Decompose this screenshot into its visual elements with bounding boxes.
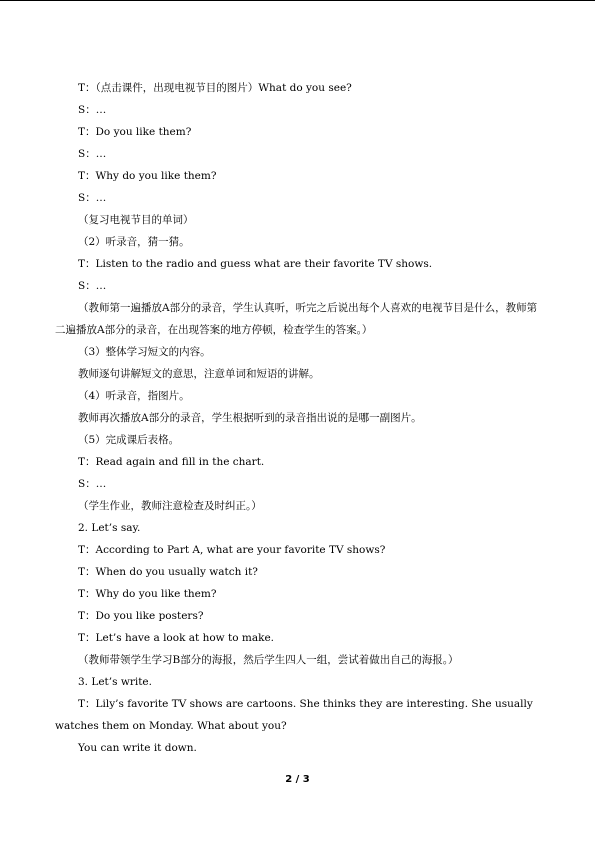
paragraph-line: （复习电视节目的单词） bbox=[78, 214, 194, 226]
paragraph-line: T：According to Part A, what are your favorite TV shows? bbox=[78, 544, 386, 556]
paragraph-line: （4）听录音，指图片。 bbox=[78, 390, 190, 402]
paragraph-line: S：… bbox=[78, 148, 107, 160]
paragraph-line: （5）完成课后表格。 bbox=[78, 434, 180, 446]
paragraph-line: S：… bbox=[78, 192, 107, 204]
paragraph-line: （2）听录音，猜一猜。 bbox=[78, 236, 190, 248]
paragraph-line: （3）整体学习短文的内容。 bbox=[78, 346, 211, 358]
paragraph-line: S：… bbox=[78, 280, 107, 292]
paragraph-line: T：Why do you like them? bbox=[78, 170, 217, 182]
document-body bbox=[55, 77, 539, 759]
paragraph-line: T：Why do you like them? bbox=[78, 588, 217, 600]
paragraph-line: 教师再次播放A部分的录音，学生根据听到的录音指出说的是哪一副图片。 bbox=[78, 412, 422, 424]
paragraph-line: S：… bbox=[78, 104, 107, 116]
paragraph-line: T：Listen to the radio and guess what are their favorite TV shows. bbox=[78, 258, 433, 270]
section-heading: 3. Let’s write. bbox=[78, 676, 152, 688]
paragraph-wrapped: （教师第一遍播放A部分的录音，学生认真听，听完之后说出每个人喜欢的电视节目是什么，教师第二遍播放A部分的录音，在出现答案的地方停顿，检查学生的答案。） bbox=[55, 302, 538, 336]
paragraph-line: T：Do you like posters? bbox=[78, 610, 204, 622]
paragraph-wrapped: T：Lily’s favorite TV shows are cartoons. She thinks they are interesting. She usually watches them on Monday. What about you? bbox=[55, 698, 533, 732]
paragraph-line: S：… bbox=[78, 478, 107, 490]
paragraph-line: You can write it down. bbox=[78, 742, 197, 754]
page-number: 2 / 3 bbox=[285, 774, 310, 785]
paragraph-line: T：Read again and fill in the chart. bbox=[78, 456, 265, 468]
paragraph-line: （学生作业，教师注意检查及时纠正。） bbox=[78, 500, 262, 512]
paragraph-line: （教师带领学生学习B部分的海报，然后学生四人一组，尝试着做出自己的海报。） bbox=[78, 654, 459, 666]
paragraph-line: T：Do you like them? bbox=[78, 126, 192, 138]
paragraph-line: T：（点击课件，出现电视节目的图片）What do you see? bbox=[78, 82, 352, 94]
paragraph-line: 教师逐句讲解短文的意思，注意单词和短语的讲解。 bbox=[78, 368, 320, 380]
page-top-border bbox=[0, 0, 595, 1]
section-heading: 2. Let’s say. bbox=[78, 522, 141, 534]
paragraph-line: T：Let’s have a look at how to make. bbox=[78, 632, 275, 644]
paragraph-line: T：When do you usually watch it? bbox=[78, 566, 258, 578]
